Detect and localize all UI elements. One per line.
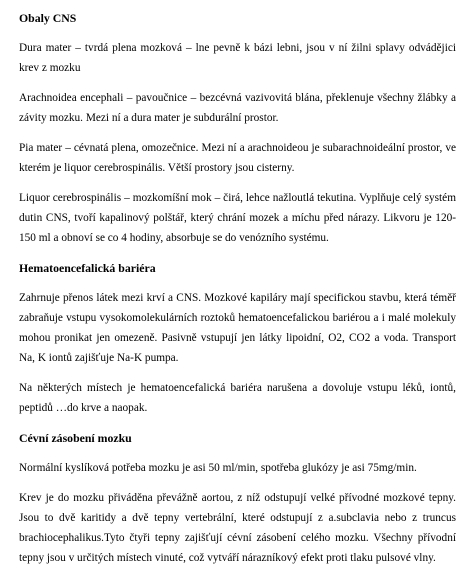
document-body bbox=[19, 8, 456, 568]
section-heading-cevni-zasobeni: Cévní zásobení mozku bbox=[19, 431, 132, 445]
paragraph-prenos-latek: Zahrnuje přenos látek mezi krví a CNS. Mozkové kapiláry mají specifickou stavbu, která téměř zabraňuje vstupu vysokomolekulárních roztoků hematoencefalickou bariérou a i malé molekuly mohou pronikat jen omezeně. Pasivně vstupují jen látky lipoidní, O2, CO2 a voda. Transport Na, K iontů zajišťuje Na-K pumpa. bbox=[19, 292, 456, 364]
paragraph-kyslikova-potreba: Normální kyslíková potřeba mozku je asi 50 ml/min, spotřeba glukózy je asi 75mg/min. bbox=[19, 462, 417, 474]
paragraph-pia-mater: Pia mater – cévnatá plena, omozečnice. Mezi ní a arachnoideou je subarachnoideální prostor, ve kterém je liquor cerebrospinális. Větší prostory jsou cisterny. bbox=[19, 142, 456, 174]
paragraph-narusena-bariera: Na některých místech je hematoencefalická bariéra narušena a dovoluje vstupu léků, iontů, peptidů …do krve a naopak. bbox=[19, 382, 456, 414]
paragraph-arachnoidea: Arachnoidea encephali – pavoučnice – bezcévná vazivovitá blána, překlenuje všechny žlábky a závity mozku. Mezi ní a dura mater je subdurální prostor. bbox=[19, 92, 456, 124]
paragraph-dura-mater: Dura mater – tvrdá plena mozková – lne pevně k bázi lebni, jsou v ní žilni splavy odvádějici krev z mozku bbox=[19, 42, 456, 74]
paragraph-privodne-tepny: Krev je do mozku přiváděna převážně aortou, z níž odstupují velké přívodné mozkové tepny. Jsou to dvě karitidy a dvě tepny vertebrální, které odstupují z a.subclavia nebo z truncus brachiocephalikus.Tyto čtyři tepny zajišťují cévní zásobení celého mozku. Všechny přívodní tepny jsou v určitých místech vinuté, což vytváří nárazníkový efekt proti tlaku pulsové vlny. bbox=[19, 492, 456, 564]
section-heading-hematoencefalicka-bariera: Hematoencefalická bariéra bbox=[19, 261, 156, 275]
paragraph-liquor: Liquor cerebrospinális – mozkomíšní mok – čirá, lehce nažloutlá tekutina. Vyplňuje celý systém dutin CNS, tvoří kapalinový polštář, který chrání mozek a míchu před nárazy. Likvoru je 120-150 ml a obnoví se co 4 hodiny, absorbuje se do venózního systému. bbox=[19, 192, 456, 244]
section-heading-obaly-cns: Obaly CNS bbox=[19, 11, 77, 25]
